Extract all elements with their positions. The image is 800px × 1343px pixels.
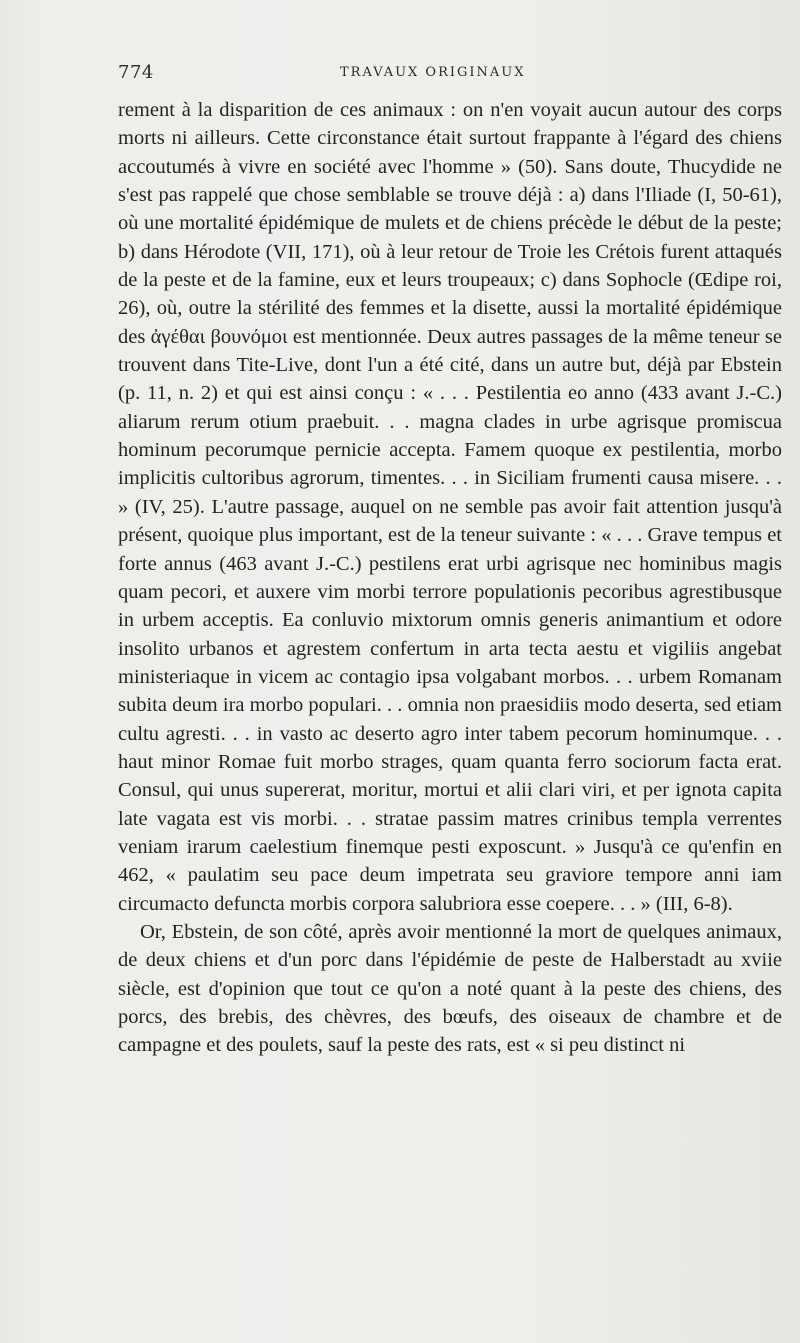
running-head: TRAVAUX ORIGINAUX (340, 65, 526, 80)
page-header (118, 62, 780, 88)
body-text (118, 96, 782, 1060)
paragraph-1: rement à la disparition de ces animaux : on n'en voyait aucun autour des corps morts ni ailleurs. Cette circonstance était surtout frappante à l'égard des chiens accoutumés à vivre en société avec l'homme » (50). Sans doute, Thucydide ne s'est pas rappelé que chose semblable se trouve déjà : a) dans l'Iliade (I, 50-61), où une mortalité épidémique de mulets et de chiens précède le début de la peste; b) dans Hérodote (VII, 171), où à leur retour de Troie les Crétois furent attaqués de la peste et de la famine, eux et leurs troupeaux; c) dans Sophocle (Œdipe roi, 26), où, outre la stérilité des femmes et la disette, aussi la mortalité épidémique des ἀγέθαι βουνόμοι est mentionnée. Deux autres passages de la même teneur se trouvent dans Tite-Live, dont l'un a été cité, dans un autre but, déjà par Ebstein (p. 11, n. 2) et qui est ainsi conçu : « . . . Pestilentia eo anno (433 avant J.-C.) aliarum rerum otium praebuit. . . magna clades in urbe agrisque promiscua hominum pecorumque pernicie accepta. Famem quoque ex pestilentia, morbo implicitis cultoribus agrorum, timentes. . . in Siciliam frumenti causa misere. . . » (IV, 25). L'autre passage, auquel on ne semble pas avoir fait attention jusqu'à présent, quoique plus important, est de la teneur suivante : « . . . Grave tempus et forte annus (463 avant J.-C.) pestilens erat urbi agrisque nec hominibus magis quam pecori, et auxere vim morbi terrore populationis pecoribus agrestibusque in urbem acceptis. Ea conluvio mixtorum omnis generis animantium et odore insolito urbanos et agrestem confertum in arta tecta aestu et vigiliis angebat ministeriaque in vicem ac contagio ipsa volgabant morbos. . . urbem Romanam subita deum ira morbo populari. . . omnia non praesidiis modo deserta, sed etiam cultu agresti. . . in vasto ac deserto agro inter tabem pecorum hominumque. . . haut minor Romae fuit morbo strages, quam quanta ferro sociorum facta erat. Consul, qui unus supererat, moritur, mortui et alii clari viri, et per ignota capita late vagata est vis morbi. . . stratae passim matres crinibus templa verrentes veniam irarum caelestium finemque pesti exposcunt. » Jusqu'à ce qu'enfin en 462, « paulatim seu pace deum impetrata seu graviore tempore anni iam circumacto defuncta morbis corpora salubriora esse coepere. . . » (III, 6-8). (118, 99, 782, 915)
page-number: 774 (118, 62, 154, 83)
paragraph-2: Or, Ebstein, de son côté, après avoir mentionné la mort de quelques animaux, de deux chiens et d'un porc dans l'épidémie de peste de Halberstadt au xviie siècle, est d'opinion que tout ce qu'on a noté quant à la peste des chiens, des porcs, des brebis, des chèvres, des bœufs, des oiseaux de chambre et de campagne et des poulets, sauf la peste des rats, est « si peu distinct ni (118, 920, 782, 1057)
